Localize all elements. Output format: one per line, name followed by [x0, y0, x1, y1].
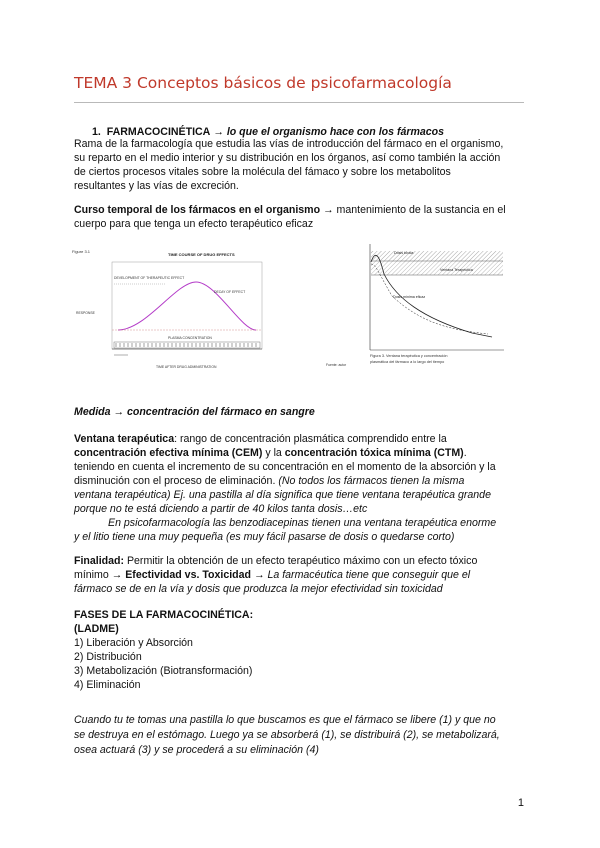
arrow: →	[210, 126, 227, 138]
efectividad-term: Efectividad vs. Toxicidad	[125, 569, 252, 581]
closing-line: osea actuará (3) y se procederá a su eliminación (4)	[74, 744, 319, 756]
finalidad-line: fármaco se de en la vía y dosis que produzca la mejor efectividad sin toxicidad	[74, 583, 443, 595]
section-number: 1.	[92, 126, 101, 138]
closing-paragraph	[74, 713, 544, 758]
window-label: Ventana Terapéutica	[440, 268, 473, 272]
curso-rest: → mantenimiento de la sustancia en el	[320, 204, 506, 216]
paragraph-line: su reparto en el medio interior y su distribución en los órganos, así como también la acción	[74, 152, 501, 164]
ctm-term: concentración tóxica mínima (CTM)	[284, 447, 464, 459]
annotation-onset: DEVELOPMENT OF THERAPEUTIC EFFECT	[114, 276, 185, 280]
medida-heading: Medida → concentración del fármaco en sangre	[74, 406, 315, 418]
page-title: TEMA 3 Conceptos básicos de psicofarmacología	[74, 74, 452, 92]
section-subtitle: lo que el organismo hace con los fármacos	[226, 126, 445, 138]
ladme-label: (LADME)	[74, 623, 119, 635]
page-number: 1	[517, 797, 524, 809]
figure-title: TIME COURSE OF DRUG EFFECTS	[168, 252, 235, 257]
ventana-line: y el litio tiene una muy pequeña (es muy fácil pasarse de dosis o quedarse corto)	[74, 531, 455, 543]
therapeutic-window-figure	[322, 238, 508, 386]
fase-item: 2) Distribución	[74, 651, 142, 663]
closing-line: Cuando tu te tomas una pastilla lo que buscamos es que el fármaco se libere (1) y que no	[74, 714, 496, 726]
section-title: FARMACOCINÉTICA	[106, 126, 211, 138]
paragraph-line: resultantes y las vías de excreción.	[74, 180, 239, 192]
ventana-text: .	[463, 447, 467, 459]
toxic-dose-label: Dosis tóxica	[394, 251, 414, 255]
fase-item: 4) Eliminación	[74, 679, 141, 691]
ventana-line: teniendo en cuenta el incremento de su concentración en el momento de la absorción y la	[74, 461, 496, 473]
figure-caption-line1: Figura 3. Ventana terapéutica y concentración	[370, 354, 448, 358]
finalidad-text: Permitir la obtención de un efecto terapéutico máximo con un efecto tóxico	[124, 555, 478, 567]
curso-temporal	[74, 203, 534, 231]
ventana-text: y la	[262, 447, 285, 459]
annotation-plasma: PLASMA CONCENTRATION	[168, 336, 212, 340]
figure-source: Fuente: autor	[326, 363, 347, 367]
definition-paragraph	[74, 137, 534, 193]
finalidad-paragraph	[74, 554, 534, 596]
ventana-text: : rango de concentración plasmática comprendido entre la	[174, 433, 447, 445]
ventana-italic: (No todos los fármacos tienen la misma	[278, 475, 465, 487]
finalidad-term: Finalidad:	[74, 555, 125, 567]
finalidad-italic: → La farmacéutica tiene que conseguir que el	[251, 569, 471, 581]
fase-item: 3) Metabolización (Biotransformación)	[74, 665, 253, 677]
curso-title: Curso temporal de los fármacos en el organismo	[74, 204, 321, 216]
closing-line: se destruya en el estómago. Luego ya se absorberá (1), se distribuirá (2), se metabolizará,	[74, 729, 500, 741]
fase-item: 1) Liberación y Absorción	[74, 637, 193, 649]
paragraph-line: Rama de la farmacología que estudia las vías de introducción del fármaco en el organismo,	[74, 138, 504, 150]
ventana-term: Ventana terapéutica	[74, 433, 175, 445]
ventana-line: En psicofarmacología las benzodiacepinas tienen una ventana terapéutica enorme	[108, 517, 497, 529]
x-axis-label: TIME AFTER DRUG ADMINISTRATION	[156, 365, 217, 369]
cem-term: concentración efectiva mínima (CEM)	[74, 447, 263, 459]
curso-line2: cuerpo para que tenga un efecto terapéutico eficaz	[74, 218, 314, 230]
y-axis-label: RESPONSE	[76, 311, 95, 315]
time-course-figure	[66, 244, 278, 372]
ventana-text: disminución con el proceso de eliminación.	[74, 475, 279, 487]
figure-number: Figure 3.1	[72, 249, 91, 254]
annotation-decay: DECAY OF EFFECT	[214, 290, 246, 294]
ventana-line: porque no te está diciendo a partir de 40 kilos tanta dosis…etc	[74, 503, 368, 515]
title-divider	[74, 102, 524, 103]
min-dose-label: Dosis mínima eficaz	[393, 295, 426, 299]
figure-caption-line2: plasmática del fármaco a lo largo del tiempo	[370, 360, 445, 364]
paragraph-line: de ciertos procesos vitales sobre la molécula del fámaco y sobre los metabolitos	[74, 166, 451, 178]
fases-section	[74, 608, 534, 692]
finalidad-text: mínimo →	[74, 569, 126, 581]
fases-heading: FASES DE LA FARMACOCINÉTICA:	[74, 609, 254, 621]
ventana-line: ventana terapéutica) Ej. una pastilla al día significa que tiene ventana terapéutica grande	[74, 489, 491, 501]
ventana-paragraph	[74, 432, 534, 544]
